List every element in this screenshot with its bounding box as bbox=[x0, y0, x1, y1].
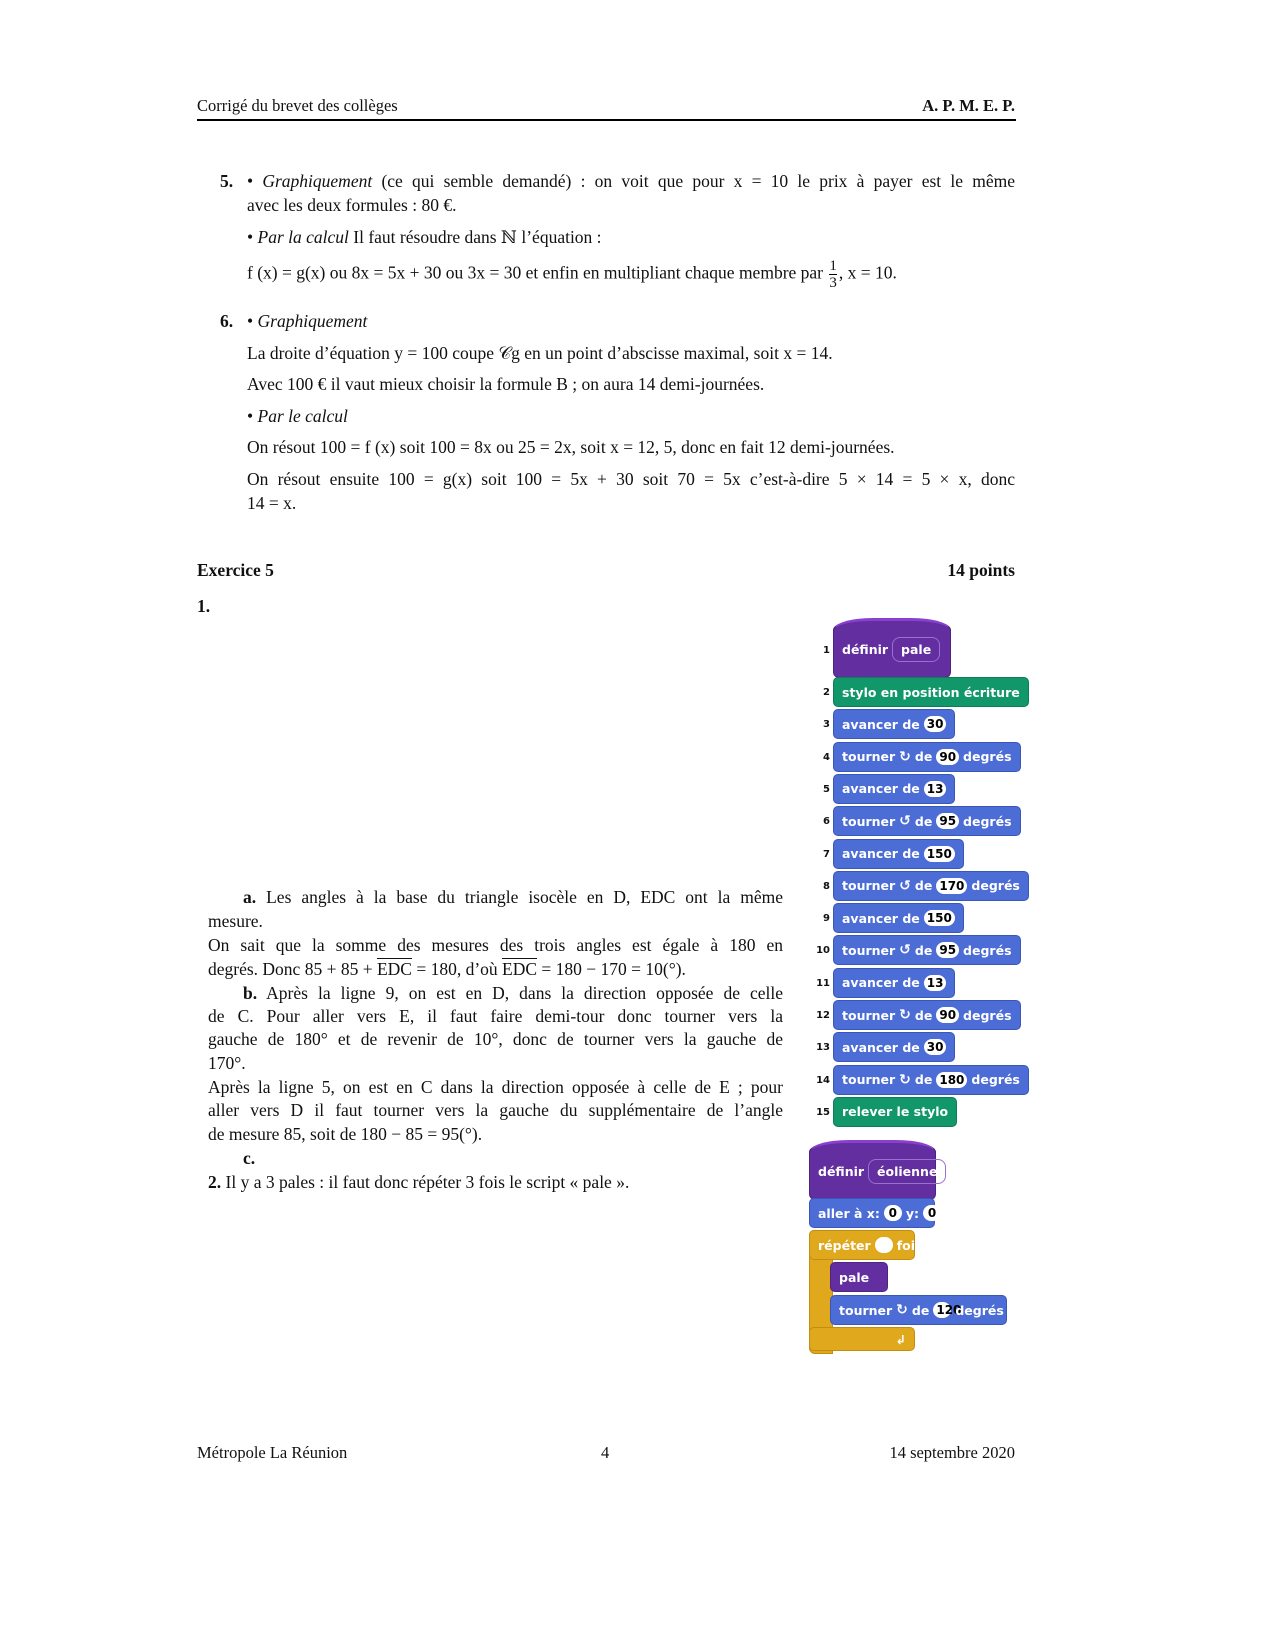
q5-italic2: Par la calcul bbox=[257, 227, 349, 247]
a-line2: mesure. bbox=[208, 911, 263, 931]
c-label: c. bbox=[243, 1148, 256, 1168]
block-label: relever le stylo bbox=[842, 1104, 949, 1120]
turn-right-icon: ↻ bbox=[896, 1302, 908, 1318]
line-number: 1 bbox=[823, 645, 830, 656]
de-label: de bbox=[914, 813, 933, 829]
q5-text: (ce qui semble demandé) : on voit que pour x = 10 le prix à payer est le même bbox=[372, 171, 1015, 191]
value-input[interactable]: 90 bbox=[936, 749, 959, 765]
block-label: avancer de bbox=[842, 781, 920, 797]
script-block[interactable] bbox=[833, 871, 1029, 901]
block-label: tourner bbox=[842, 1007, 896, 1023]
script-block[interactable] bbox=[833, 806, 1021, 836]
value-input[interactable]: 30 bbox=[924, 716, 947, 732]
fraction bbox=[829, 258, 837, 291]
goto-block[interactable] bbox=[809, 1198, 935, 1228]
block-label: avancer de bbox=[842, 716, 920, 732]
x-input[interactable]: 0 bbox=[884, 1205, 902, 1221]
exercise-title: Exercice 5 bbox=[197, 560, 274, 580]
block-label: stylo en position écriture bbox=[842, 684, 1020, 700]
turn-right-icon: ↻ bbox=[899, 1071, 911, 1088]
de-label: de bbox=[911, 1302, 930, 1318]
repeat-block[interactable] bbox=[809, 1230, 923, 1260]
value-input[interactable]: 180 bbox=[936, 1072, 967, 1088]
q5-number: 5. bbox=[220, 171, 234, 191]
eq-text: f (x) = g(x) ou 8x = 5x + 30 ou 3x = 30 et enfin en multipliant chaque membre par bbox=[247, 262, 824, 283]
q6-italic2: Par le calcul bbox=[257, 406, 348, 426]
eq-result: , x = 10. bbox=[838, 262, 897, 283]
define-pale-block[interactable] bbox=[833, 618, 951, 678]
script-block[interactable] bbox=[833, 709, 955, 739]
unit-label: degrés bbox=[971, 1072, 1020, 1088]
b-line6: aller vers D il faut tourner vers la gauche du supplémentaire de l’angle bbox=[208, 1100, 783, 1120]
script-block[interactable] bbox=[833, 742, 1021, 772]
b-line2: de C. Pour aller vers E, il faut faire demi-tour donc tourner vers la bbox=[208, 1006, 783, 1026]
q6-line4: • Par le calcul bbox=[247, 406, 348, 426]
q2-number: 2. bbox=[208, 1172, 222, 1192]
angle-edc-2: $\overline{EDC}$ bbox=[502, 959, 538, 979]
de-label: de bbox=[914, 1072, 933, 1088]
a-line1 bbox=[208, 887, 783, 908]
q5-italic: Graphiquement bbox=[262, 171, 373, 191]
value-input[interactable]: 150 bbox=[924, 846, 955, 862]
q6-italic: Graphiquement bbox=[257, 311, 368, 331]
header-rule bbox=[197, 119, 1016, 121]
goto-label: aller à x: bbox=[818, 1205, 880, 1221]
define-keyword: définir bbox=[842, 641, 889, 657]
value-input[interactable]: 13 bbox=[924, 975, 947, 991]
unit-label: degrés bbox=[971, 878, 1020, 894]
turn-right-icon: ↻ bbox=[899, 1007, 911, 1023]
value-input[interactable]: 170 bbox=[936, 878, 967, 894]
fraction-den: 3 bbox=[829, 275, 837, 291]
unit-label: degrés bbox=[963, 1007, 1012, 1023]
b-line4: 170°. bbox=[208, 1053, 246, 1073]
de-label: de bbox=[914, 878, 933, 894]
q2-line bbox=[208, 1172, 629, 1193]
a-text1: Les angles à la base du triangle isocèle en D, EDC ont la même bbox=[266, 887, 783, 907]
header-left: Corrigé du brevet des collèges bbox=[197, 96, 398, 115]
angle-input[interactable]: 120 bbox=[933, 1302, 951, 1318]
turn-right-icon: ↻ bbox=[899, 748, 911, 765]
unit-label: degrés bbox=[963, 813, 1012, 829]
script-block[interactable] bbox=[833, 1097, 957, 1127]
a-line3: On sait que la somme des mesures des trois angles est égale à 180 en bbox=[208, 935, 783, 955]
value-input[interactable]: 30 bbox=[924, 1039, 947, 1055]
turn-block[interactable] bbox=[830, 1295, 1007, 1325]
call-pale-block[interactable]: pale bbox=[830, 1262, 888, 1292]
value-input[interactable]: 95 bbox=[936, 813, 959, 829]
q5-line1: • Graphiquement (ce qui semble demandé) : on voit que pour x = 10 le prix à payer est le même bbox=[247, 171, 1015, 191]
q6-line1: • Graphiquement bbox=[247, 311, 368, 331]
footer-right: 14 septembre 2020 bbox=[889, 1443, 1015, 1462]
line-number: 2 bbox=[823, 687, 830, 698]
line-number: 5 bbox=[823, 783, 830, 795]
line-number: 14 bbox=[816, 1074, 830, 1086]
q2-text: Il y a 3 pales : il faut donc répéter 3 fois le script « pale ». bbox=[225, 1172, 630, 1192]
q5-text3: Il faut résoudre dans ℕ l’équation : bbox=[348, 227, 602, 247]
define-eolienne-block[interactable] bbox=[809, 1140, 936, 1200]
unit-label: degrés bbox=[963, 749, 1012, 765]
exercise-points: 14 points bbox=[947, 560, 1015, 580]
header-right: A. P. M. E. P. bbox=[922, 96, 1015, 115]
turn-left-icon: ↺ bbox=[899, 877, 911, 894]
angle-edc: $\overline{EDC}$ bbox=[376, 959, 412, 979]
q5-equation bbox=[247, 258, 897, 291]
block-label: tourner bbox=[842, 749, 896, 765]
repeat-keyword: répéter bbox=[818, 1237, 871, 1253]
value-input[interactable]: 90 bbox=[936, 1007, 959, 1023]
y-label: y: bbox=[905, 1205, 920, 1221]
turn-left-icon: ↺ bbox=[899, 942, 911, 959]
line-number: 9 bbox=[823, 913, 830, 925]
q6-line5: On résout 100 = f (x) soit 100 = 8x ou 25 = 2x, soit x = 12, 5, donc en fait 12 demi-journées. bbox=[247, 437, 895, 457]
q6-line2: La droite d’équation y = 100 coupe 𝒞g en un point d’abscisse maximal, soit x = 14. bbox=[247, 343, 833, 363]
repeat-count-input[interactable] bbox=[875, 1237, 893, 1253]
define-name: éolienne bbox=[868, 1159, 946, 1184]
turn-left-icon: ↺ bbox=[899, 813, 911, 830]
value-input[interactable]: 150 bbox=[924, 910, 955, 926]
a-label: a. bbox=[243, 887, 257, 907]
line-number: 4 bbox=[823, 751, 830, 763]
b-line1 bbox=[208, 983, 783, 1004]
a4c: = 180, d’où bbox=[411, 959, 503, 979]
line-number: 7 bbox=[823, 848, 830, 860]
q6-line6: On résout ensuite 100 = g(x) soit 100 = 5x + 30 soit 70 = 5x c’est-à-dire 5 × 14 = 5 × x, donc bbox=[247, 469, 1015, 489]
q6-number: 6. bbox=[220, 311, 234, 331]
block-label: tourner bbox=[842, 813, 896, 829]
script-block[interactable] bbox=[833, 935, 1021, 965]
block-label: avancer de bbox=[842, 846, 920, 861]
value-input[interactable]: 95 bbox=[936, 942, 959, 958]
block-label: avancer de bbox=[842, 975, 920, 991]
script-block[interactable] bbox=[833, 903, 964, 933]
line-number: 12 bbox=[816, 1010, 830, 1021]
unit-label: degrés bbox=[955, 1302, 1004, 1318]
b-text1: Après la ligne 9, on est en D, dans la direction opposée de celle bbox=[266, 983, 783, 1003]
turn-label: tourner bbox=[839, 1302, 893, 1318]
block-label: tourner bbox=[842, 1072, 896, 1088]
y-input[interactable]: 0 bbox=[923, 1205, 941, 1221]
script-block[interactable] bbox=[833, 1065, 1029, 1095]
script-block[interactable] bbox=[833, 968, 955, 998]
script-block[interactable] bbox=[833, 1032, 955, 1062]
script-block[interactable] bbox=[833, 839, 964, 869]
block-label: avancer de bbox=[842, 910, 920, 926]
block-label: avancer de bbox=[842, 1039, 920, 1055]
q5-line2: avec les deux formules : 80 €. bbox=[247, 195, 457, 215]
fraction-num: 1 bbox=[829, 258, 837, 274]
repeat-keyword2: fois bbox=[896, 1237, 923, 1253]
line-number: 15 bbox=[816, 1106, 830, 1118]
define-keyword: définir bbox=[818, 1163, 865, 1179]
define-name: pale bbox=[892, 637, 940, 662]
a4a: degrés. Donc 85 + 85 + bbox=[208, 959, 377, 979]
value-input[interactable]: 13 bbox=[924, 781, 947, 797]
unit-label: degrés bbox=[963, 942, 1012, 958]
de-label: de bbox=[914, 942, 933, 958]
b-line5: Après la ligne 5, on est en C dans la direction opposée à celle de E ; pour bbox=[208, 1077, 783, 1097]
line-number: 3 bbox=[823, 719, 830, 731]
b-line7: de mesure 85, soit de 180 − 85 = 95(°). bbox=[208, 1124, 483, 1144]
de-label: de bbox=[914, 749, 933, 765]
script-block[interactable] bbox=[833, 677, 1029, 707]
line-number: 13 bbox=[816, 1042, 830, 1054]
line-number: 10 bbox=[816, 945, 830, 957]
repeat-block-end bbox=[809, 1327, 915, 1351]
q6-line7: 14 = x. bbox=[247, 493, 297, 513]
footer-left: Métropole La Réunion bbox=[197, 1443, 348, 1462]
page-number: 4 bbox=[601, 1443, 610, 1462]
b-label: b. bbox=[243, 983, 258, 1003]
line-number: 6 bbox=[823, 816, 830, 828]
line-number: 11 bbox=[816, 977, 830, 989]
a4e: = 180 − 170 = 10(°). bbox=[537, 959, 686, 979]
a-line4 bbox=[208, 959, 686, 980]
q1-number: 1. bbox=[197, 596, 211, 616]
block-label: tourner bbox=[842, 942, 896, 958]
line-number: 8 bbox=[823, 880, 830, 892]
q5-line3: • Par la calcul Il faut résoudre dans ℕ l’équation : bbox=[247, 227, 602, 247]
script-block[interactable] bbox=[833, 774, 955, 804]
de-label: de bbox=[914, 1007, 933, 1023]
loop-arrow-icon: ↲ bbox=[895, 1331, 906, 1347]
script-block[interactable] bbox=[833, 1000, 1021, 1030]
block-label: tourner bbox=[842, 878, 896, 894]
q6-line3: Avec 100 € il vaut mieux choisir la formule B ; on aura 14 demi-journées. bbox=[247, 374, 765, 394]
b-line3: gauche de 180° et de revenir de 10°, donc de tourner vers la gauche de bbox=[208, 1029, 783, 1049]
